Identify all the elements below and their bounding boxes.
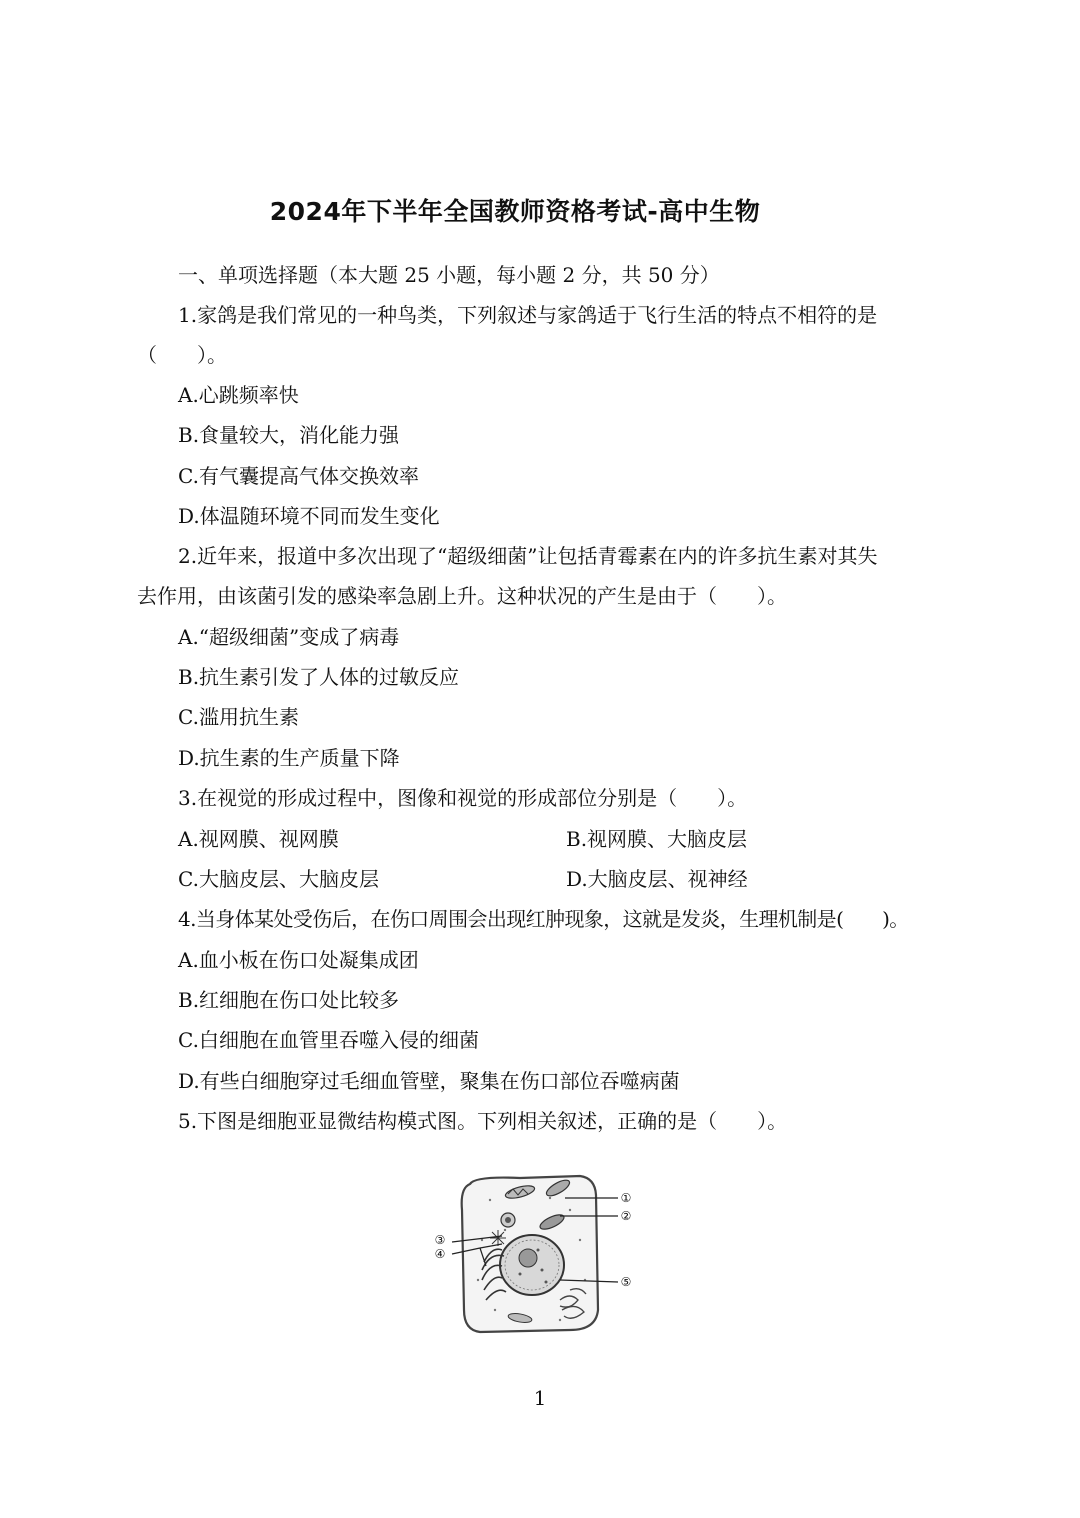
- cell-structure-diagram: [420, 1170, 650, 1340]
- nucleolus: [519, 1249, 537, 1267]
- question-2-stem: 2.近年来，报道中多次出现了“超级细菌”让包括青霉素在内的许多抗生素对其失: [178, 544, 878, 568]
- question-2-option-c: C.滥用抗生素: [178, 705, 299, 729]
- question-3-option-a: A.视网膜、视网膜: [178, 827, 339, 851]
- question-1-option-a: A.心跳频率快: [178, 383, 299, 407]
- question-4-option-a: A.血小板在伤口处凝集成团: [178, 948, 419, 972]
- question-1-option-d: D.体温随环境不同而发生变化: [178, 504, 440, 528]
- label-2: ②: [620, 1209, 632, 1223]
- question-4-option-d: D.有些白细胞穿过毛细血管壁，聚集在伤口部位吞噬病菌: [178, 1069, 680, 1093]
- question-3-option-b: B.视网膜、大脑皮层: [566, 827, 748, 851]
- page-number: 1: [533, 1386, 547, 1410]
- question-4-option-b: B.红细胞在伤口处比较多: [178, 988, 400, 1012]
- question-2-option-d: D.抗生素的生产质量下降: [178, 746, 400, 770]
- label-5: ⑤: [620, 1275, 632, 1289]
- question-1-option-b: B.食量较大，消化能力强: [178, 423, 400, 447]
- question-1-stem: 1.家鸽是我们常见的一种鸟类，下列叙述与家鸽适于飞行生活的特点不相符的是: [178, 303, 878, 327]
- question-3-option-c: C.大脑皮层、大脑皮层: [178, 867, 379, 891]
- label-4: ④: [434, 1247, 446, 1261]
- centrosome: [490, 1230, 506, 1246]
- page-title: 2024年下半年全国教师资格考试-高中生物: [269, 197, 761, 226]
- question-4-option-c: C.白细胞在血管里吞噬入侵的细菌: [178, 1028, 479, 1052]
- question-5-stem: 5.下图是细胞亚显微结构模式图。下列相关叙述，正确的是（ ）。: [178, 1109, 788, 1133]
- label-3: ③: [434, 1233, 446, 1247]
- question-4-stem: 4.当身体某处受伤后，在伤口周围会出现红肿现象，这就是发炎，生理机制是( )。: [178, 907, 909, 931]
- section-heading: 一、单项选择题（本大题 25 小题，每小题 2 分，共 50 分）: [178, 263, 720, 287]
- question-2-option-a: A.“超级细菌”变成了病毒: [178, 625, 400, 649]
- question-3-option-d: D.大脑皮层、视神经: [566, 867, 748, 891]
- question-2-stem-cont: 去作用，由该菌引发的感染率急剧上升。这种状况的产生是由于（ ）。: [137, 584, 787, 608]
- question-3-stem: 3.在视觉的形成过程中，图像和视觉的形成部位分别是（ ）。: [178, 786, 748, 810]
- question-1-stem-cont: （ ）。: [137, 343, 227, 367]
- question-2-option-b: B.抗生素引发了人体的过敏反应: [178, 665, 460, 689]
- label-1: ①: [620, 1191, 632, 1205]
- question-1-option-c: C.有气囊提高气体交换效率: [178, 464, 419, 488]
